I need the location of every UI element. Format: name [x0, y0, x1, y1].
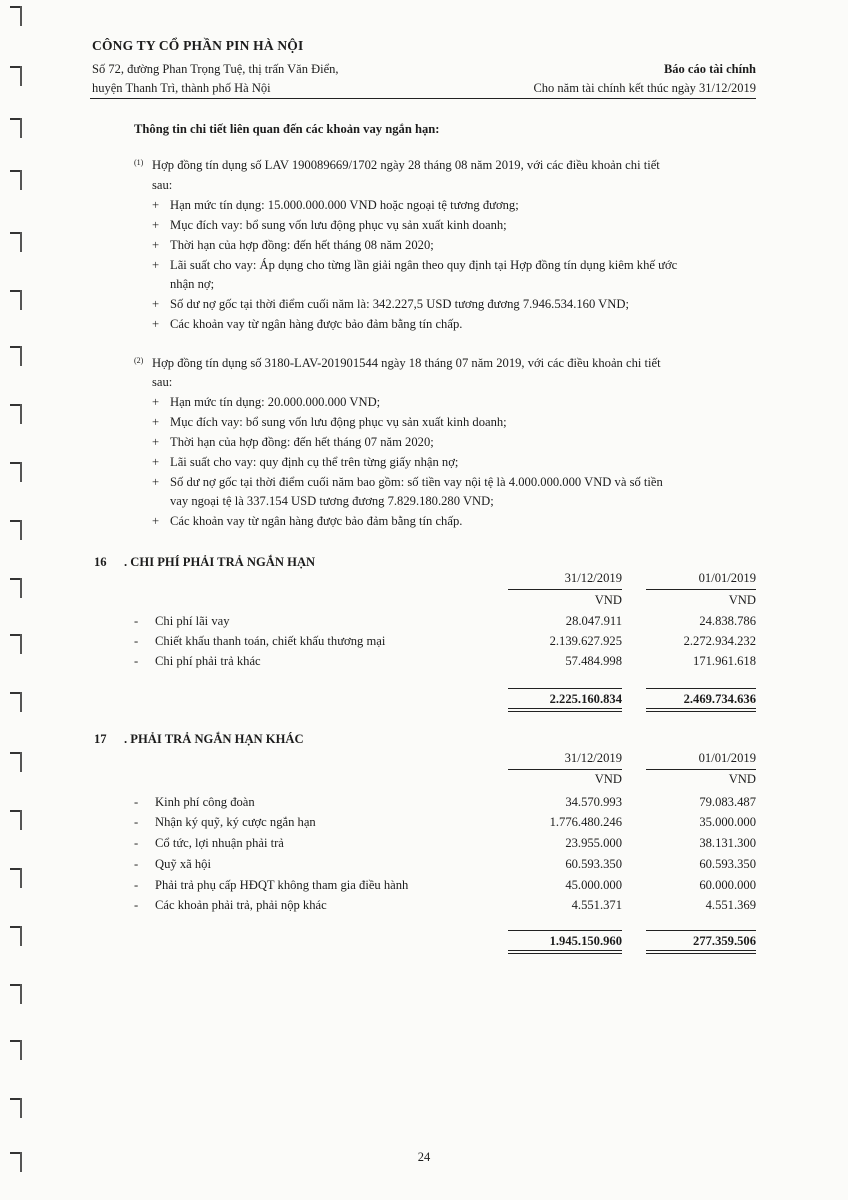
bullet: +	[152, 514, 160, 528]
dash: -	[134, 634, 139, 648]
binder-mark	[10, 346, 24, 368]
contract1-intro-cont: sau:	[152, 178, 173, 192]
section17-row-value1: 23.955.000	[565, 836, 622, 850]
dash: -	[134, 614, 139, 628]
section17-row-label: Kinh phí công đoàn	[155, 795, 255, 809]
section16-row-label: Chi phí lãi vay	[155, 614, 230, 628]
contract2-item: Hạn mức tín dụng: 20.000.000.000 VND;	[170, 395, 381, 409]
contract1-item: Các khoản vay từ ngân hàng được bảo đảm bằng tín chấp.	[170, 317, 463, 331]
total-rule	[508, 688, 622, 689]
binder-mark	[10, 868, 24, 890]
section16-col2-header: 01/01/2019	[698, 571, 756, 585]
section16-number: 16	[94, 555, 107, 569]
section16-col1-header: 31/12/2019	[564, 571, 622, 585]
contract2-item: Các khoản vay từ ngân hàng được bảo đảm bằng tín chấp.	[170, 514, 463, 528]
section17-row-label: Phải trả phụ cấp HĐQT không tham gia điều hành	[155, 878, 409, 892]
section17-row-value2: 60.593.350	[699, 857, 756, 871]
bullet: +	[152, 317, 160, 331]
contract2-intro-cont: sau:	[152, 375, 173, 389]
dash: -	[134, 898, 139, 912]
double-rule	[508, 708, 622, 712]
binder-mark	[10, 1040, 24, 1062]
section17-total2: 277.359.506	[693, 934, 756, 948]
bullet: +	[152, 238, 160, 252]
dash: -	[134, 836, 139, 850]
binder-mark	[10, 462, 24, 484]
section17-row-value2: 60.000.000	[699, 878, 756, 892]
contract1-item: Thời hạn của hợp đồng: đến hết tháng 08 năm 2020;	[170, 238, 434, 252]
total-rule	[646, 930, 756, 931]
binder-mark	[10, 118, 24, 140]
binder-mark	[10, 404, 24, 426]
contract1-item-cont: nhận nợ;	[170, 277, 215, 291]
column-rule	[646, 589, 756, 590]
section17-row-value2: 79.083.487	[699, 795, 756, 809]
section17-row-value1: 1.776.480.246	[549, 815, 622, 829]
double-rule	[508, 950, 622, 954]
bullet: +	[152, 415, 160, 429]
bullet: +	[152, 198, 160, 212]
section16-unit1: VND	[594, 593, 622, 607]
binder-mark	[10, 520, 24, 542]
section16-row-label: Chi phí phải trả khác	[155, 654, 261, 668]
dash: -	[134, 857, 139, 871]
section17-row-value2: 4.551.369	[705, 898, 756, 912]
section17-title: . PHẢI TRẢ NGẮN HẠN KHÁC	[124, 732, 304, 746]
report-period: Cho năm tài chính kết thúc ngày 31/12/2019	[533, 81, 756, 95]
dash: -	[134, 795, 139, 809]
section17-row-value1: 34.570.993	[565, 795, 622, 809]
section17-unit1: VND	[594, 772, 622, 786]
contract1-item: Lãi suất cho vay: Áp dụng cho từng lần giải ngân theo quy định tại Hợp đồng tín dụng kiêm khế ước	[170, 258, 678, 272]
binder-mark	[10, 232, 24, 254]
section16-row-value1: 2.139.627.925	[549, 634, 622, 648]
contract1-item: Số dư nợ gốc tại thời điểm cuối năm là: 342.227,5 USD tương đương 7.946.534.160 VND;	[170, 297, 629, 311]
header-rule	[90, 98, 756, 99]
total-rule	[508, 930, 622, 931]
dash: -	[134, 815, 139, 829]
bullet: +	[152, 258, 160, 272]
binder-mark	[10, 752, 24, 774]
column-rule	[508, 769, 622, 770]
bullet: +	[152, 297, 160, 311]
binder-mark	[10, 634, 24, 656]
company-address-line2: huyện Thanh Trì, thành phố Hà Nội	[92, 81, 271, 95]
section17-col1-header: 31/12/2019	[564, 751, 622, 765]
contract2-item: Lãi suất cho vay: quy định cụ thể trên từng giấy nhận nợ;	[170, 455, 459, 469]
section17-number: 17	[94, 732, 107, 746]
binder-mark	[10, 290, 24, 312]
page-number: 24	[417, 1150, 431, 1164]
contract1-item: Mục đích vay: bổ sung vốn lưu động phục vụ sản xuất kinh doanh;	[170, 218, 507, 232]
section17-row-label: Cổ tức, lợi nhuận phải trả	[155, 836, 284, 850]
section16-row-value1: 57.484.998	[565, 654, 622, 668]
contract1-item: Hạn mức tín dụng: 15.000.000.000 VND hoặc ngoại tệ tương đương;	[170, 198, 519, 212]
contract2-item: Số dư nợ gốc tại thời điểm cuối năm bao gồm: số tiền vay nội tệ là 4.000.000.000 VND và số tiền	[170, 475, 663, 489]
section17-row-value1: 45.000.000	[565, 878, 622, 892]
section16-row-value1: 28.047.911	[565, 614, 622, 628]
section16-row-label: Chiết khấu thanh toán, chiết khấu thương mại	[155, 634, 386, 648]
binder-mark	[10, 66, 24, 88]
column-rule	[508, 589, 622, 590]
contract2-intro: Hợp đồng tín dụng số 3180-LAV-201901544 ngày 18 tháng 07 năm 2019, với các điều khoản chi tiết	[152, 356, 661, 370]
binder-mark	[10, 6, 24, 28]
bullet: +	[152, 218, 160, 232]
section17-row-value2: 38.131.300	[699, 836, 756, 850]
binder-mark	[10, 170, 24, 192]
double-rule	[646, 708, 756, 712]
binder-mark	[10, 984, 24, 1006]
bullet: +	[152, 395, 160, 409]
section17-row-label: Nhận ký quỹ, ký cược ngắn hạn	[155, 815, 316, 829]
double-rule	[646, 950, 756, 954]
dash: -	[134, 878, 139, 892]
section16-total1: 2.225.160.834	[549, 692, 622, 706]
section16-unit2: VND	[728, 593, 756, 607]
section17-row-value2: 35.000.000	[699, 815, 756, 829]
total-rule	[646, 688, 756, 689]
section16-total2: 2.469.734.636	[683, 692, 756, 706]
binder-mark	[10, 1098, 24, 1120]
column-rule	[646, 769, 756, 770]
section17-row-value1: 4.551.371	[571, 898, 622, 912]
bullet: +	[152, 475, 160, 489]
report-title: Báo cáo tài chính	[663, 62, 756, 76]
section17-row-value1: 60.593.350	[565, 857, 622, 871]
company-address-line1: Số 72, đường Phan Trọng Tuệ, thị trấn Văn Điển,	[92, 62, 339, 76]
binder-mark	[10, 810, 24, 832]
section17-unit2: VND	[728, 772, 756, 786]
section17-row-label: Các khoản phải trả, phải nộp khác	[155, 898, 327, 912]
section16-row-value2: 24.838.786	[699, 614, 756, 628]
section16-row-value2: 2.272.934.232	[683, 634, 756, 648]
contract2-marker: (2)	[134, 356, 144, 365]
contract2-item: Thời hạn của hợp đồng: đến hết tháng 07 năm 2020;	[170, 435, 434, 449]
section16-title: . CHI PHÍ PHẢI TRẢ NGẮN HẠN	[124, 555, 316, 569]
company-name: CÔNG TY CỔ PHẦN PIN HÀ NỘI	[92, 38, 304, 53]
loans-heading: Thông tin chi tiết liên quan đến các khoản vay ngắn hạn:	[134, 122, 440, 136]
bullet: +	[152, 435, 160, 449]
contract1-marker: (1)	[134, 158, 144, 167]
contract1-intro: Hợp đồng tín dụng số LAV 190089669/1702 ngày 28 tháng 08 năm 2019, với các điều khoản chi tiết	[152, 158, 660, 172]
binder-mark	[10, 578, 24, 600]
bullet: +	[152, 455, 160, 469]
section17-col2-header: 01/01/2019	[698, 751, 756, 765]
section17-total1: 1.945.150.960	[549, 934, 622, 948]
dash: -	[134, 654, 139, 668]
section16-row-value2: 171.961.618	[693, 654, 756, 668]
binder-mark	[10, 692, 24, 714]
section17-row-label: Quỹ xã hội	[155, 857, 211, 871]
contract2-item: Mục đích vay: bổ sung vốn lưu động phục vụ sản xuất kinh doanh;	[170, 415, 507, 429]
binder-mark	[10, 926, 24, 948]
contract2-item-cont: vay ngoại tệ là 337.154 USD tương đương 7.829.180.280 VND;	[170, 494, 494, 508]
